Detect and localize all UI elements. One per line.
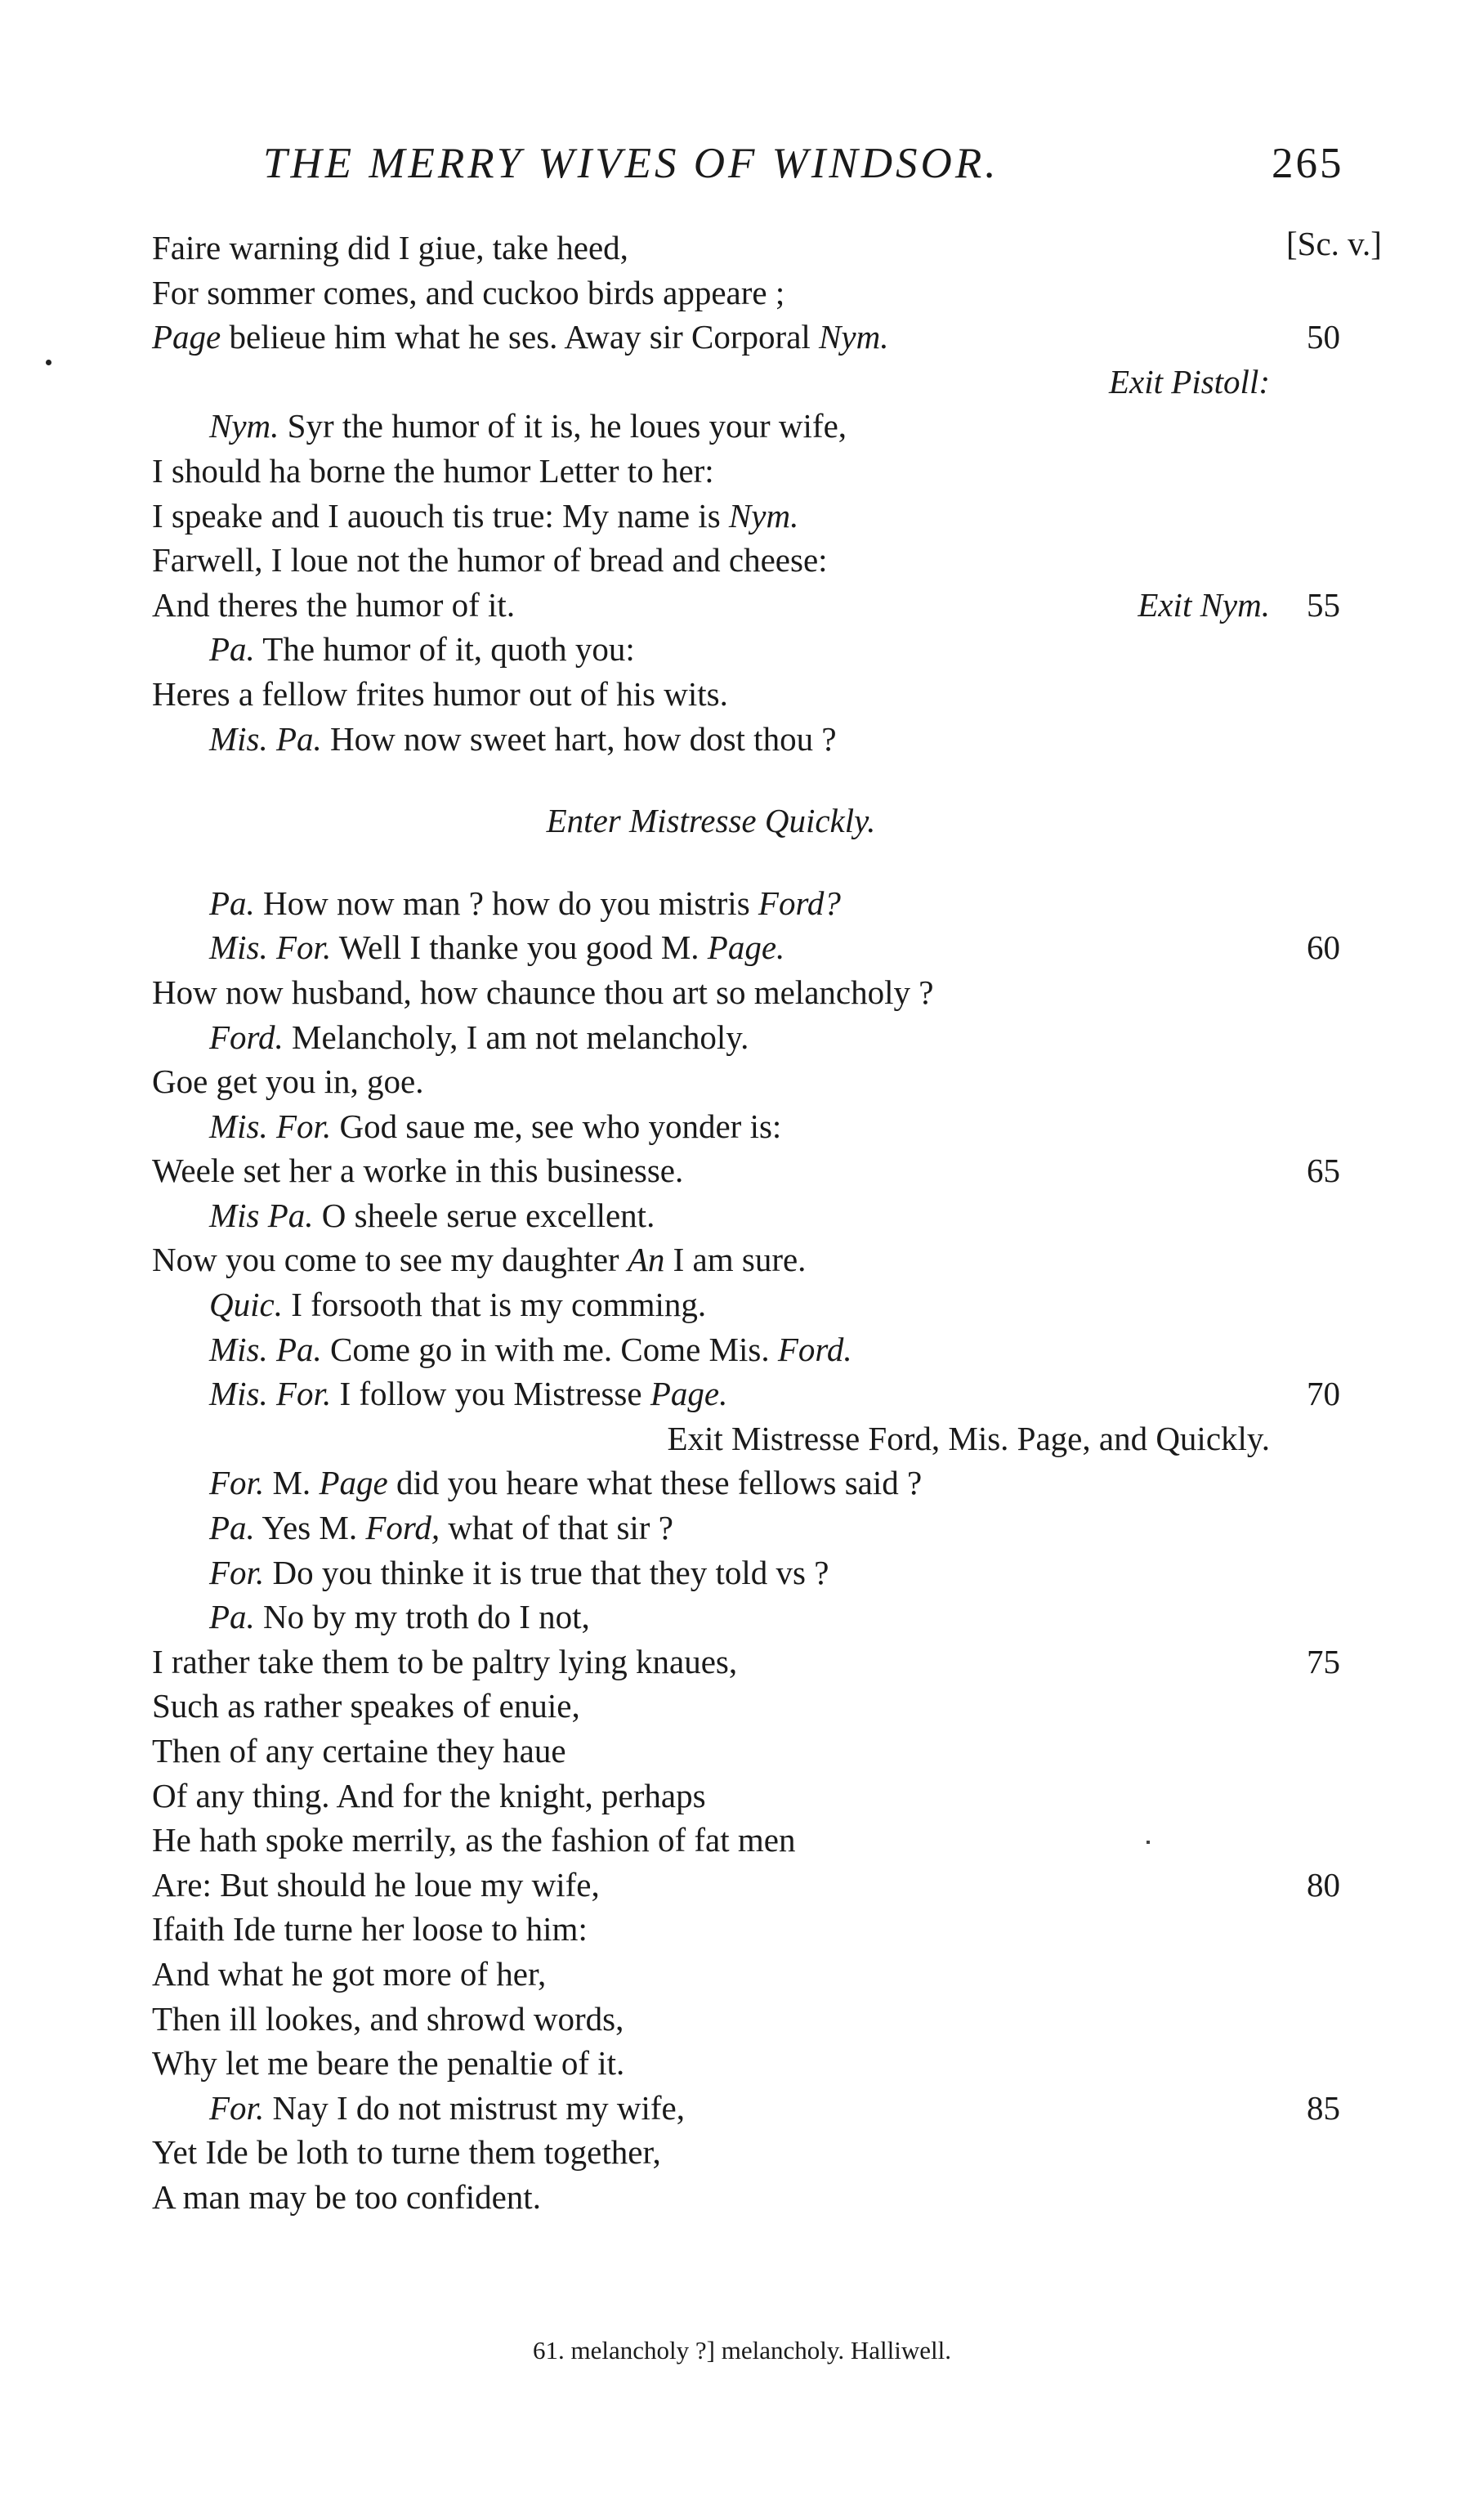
line-text: [152, 1997, 624, 2042]
line-words: Then of any certaine they haue: [152, 1732, 566, 1769]
line-words: Heres a fellow frites humor out of his wits.: [152, 674, 728, 713]
verse-line: [152, 271, 1329, 315]
verse-line: [152, 1907, 1329, 1952]
line-text: [152, 2175, 541, 2220]
verse-line: [152, 1461, 1329, 1506]
line-text: [209, 1327, 852, 1372]
line-number: 85: [1307, 2088, 1340, 2127]
exit-direction: Exit Nym.: [1138, 585, 1270, 624]
line-number: 60: [1307, 928, 1340, 967]
line-words: Goe get you in, goe.: [152, 1063, 424, 1101]
exit-direction: Exit Pistoll:: [1109, 362, 1270, 400]
line-words: How now sweet hart, how dost thou ?: [321, 719, 837, 758]
verse-line: [152, 315, 1340, 360]
line-words: Yes M.: [254, 1509, 366, 1547]
line-text: [152, 970, 933, 1015]
line-words: God saue me, see who yonder is:: [331, 1107, 782, 1145]
line-text: [152, 2130, 661, 2175]
line-text: [152, 494, 798, 539]
verse-line: [152, 2130, 1329, 2175]
line-words: And theres the humor of it.: [152, 585, 516, 624]
line-words: I forsooth that is my comming.: [282, 1286, 707, 1324]
line-text: [209, 717, 837, 762]
line-text: [152, 271, 784, 315]
line-text: [209, 1550, 829, 1595]
line-words: Yet Ide be loth to turne them together,: [152, 2133, 661, 2172]
line-text: [209, 404, 847, 449]
line-words: I am sure.: [664, 1241, 807, 1279]
italic-name: An: [627, 1241, 665, 1279]
line-words: Come go in with me. Come Mis.: [321, 1330, 778, 1368]
italic-name: Nym.: [819, 318, 889, 356]
speaker-name: Pa.: [209, 630, 255, 669]
verse-line: [152, 2041, 1329, 2086]
line-words: I follow you Mistresse: [331, 1375, 650, 1413]
line-words: Are: But should he loue my wife,: [152, 1865, 600, 1904]
verse-line: [152, 1327, 1329, 1372]
line-text: [209, 1193, 655, 1238]
speaker-name: For.: [209, 1553, 265, 1591]
line-words: Now you come to see my daughter: [152, 1241, 628, 1279]
speaker-name: Mis. For.: [209, 1375, 332, 1413]
line-text: [152, 672, 728, 717]
line-words: I rather take them to be paltry lying knaues,: [152, 1642, 738, 1680]
spacer: [152, 843, 1329, 881]
ink-speck: [46, 360, 51, 365]
line-number: 75: [1307, 1642, 1340, 1680]
verse-line: [152, 1640, 1340, 1684]
verse-line: [152, 1550, 1329, 1595]
speaker-name: Pa.: [209, 1598, 255, 1636]
speaker-name: Quic.: [209, 1286, 283, 1324]
italic-name: Ford,: [365, 1509, 440, 1547]
line-words: A man may be too confident.: [152, 2177, 541, 2216]
verse-line: [152, 1863, 1340, 1908]
line-number: 70: [1307, 1375, 1340, 1413]
speaker-name: Pa.: [209, 1509, 255, 1547]
verse-line: [152, 449, 1329, 494]
line-text: [152, 538, 828, 583]
line-text: [152, 1818, 796, 1863]
verse-line: [152, 2086, 1340, 2131]
line-text: [209, 2086, 685, 2131]
line-text: [209, 1595, 590, 1640]
line-words: Then ill lookes, and shrowd words,: [152, 1999, 624, 2038]
line-number: 65: [1307, 1152, 1340, 1190]
footnote: [0, 2336, 1484, 2365]
verse-line: [152, 1729, 1329, 1774]
line-words: Ifaith Ide turne her loose to him:: [152, 1910, 588, 1948]
line-words: belieue him what he ses. Away sir Corporal: [221, 318, 820, 356]
verse-line: [152, 1774, 1329, 1819]
line-words: I speake and I auouch tis true: My name is: [152, 496, 729, 535]
line-text: [209, 1371, 727, 1416]
line-words: How now man ? how do you mistris: [254, 884, 758, 922]
line-words: what of that sir ?: [440, 1509, 673, 1547]
line-text: [152, 1059, 423, 1104]
line-text: [152, 1774, 706, 1819]
italic-name: Page.: [650, 1375, 728, 1413]
line-text: [152, 315, 888, 360]
line-text: [152, 1148, 683, 1193]
line-number: 80: [1307, 1865, 1340, 1904]
line-words: I should ha borne the humor Letter to her:: [152, 451, 714, 490]
italic-name: Ford?: [758, 884, 841, 922]
verse-line: [152, 1952, 1329, 1997]
exit-direction: Exit Mistresse Ford, Mis. Page, and Quickly.: [667, 1419, 1270, 1457]
line-text: [152, 2041, 624, 2086]
line-text: [152, 1684, 580, 1729]
verse-line: [152, 925, 1340, 970]
line-words: Faire warning did I giue, take heed,: [152, 229, 628, 266]
speaker-name: Mis. Pa.: [209, 1330, 322, 1368]
verse-line: [152, 404, 1329, 449]
verse-line: [152, 1506, 1329, 1550]
speaker-name: Mis. For.: [209, 928, 332, 967]
verse-line: [152, 1684, 1329, 1729]
verse-line: [152, 1015, 1329, 1060]
verse-line: [152, 1371, 1340, 1416]
italic-name: Nym.: [728, 496, 799, 535]
italic-name: Page.: [707, 928, 785, 967]
italic-name: Ford.: [777, 1330, 852, 1368]
line-words: Well I thanke you good M.: [331, 928, 708, 967]
speaker-name: Mis. For.: [209, 1107, 332, 1145]
verse-line: [152, 1416, 1329, 1461]
line-text: [209, 925, 784, 970]
line-text: [209, 1104, 781, 1149]
italic-name: Page: [319, 1464, 388, 1502]
verse-line: [152, 627, 1329, 672]
speaker-name: Pa.: [209, 884, 255, 922]
line-words: Farwell, I loue not the humor of bread and cheese:: [152, 541, 828, 579]
line-number: 55: [1307, 585, 1340, 624]
speaker-name: Ford.: [209, 1018, 284, 1056]
speaker-name: For.: [209, 2088, 265, 2127]
line-text: [152, 1863, 600, 1908]
verse-line: [152, 1997, 1329, 2042]
line-words: Melancholy, I am not melancholy.: [283, 1018, 749, 1056]
verse-line: [152, 1104, 1329, 1149]
speaker-name: For.: [209, 1464, 265, 1502]
verse-line: [152, 1818, 1329, 1863]
verse-line: [152, 1148, 1340, 1193]
line-words: Of any thing. And for the knight, perhaps: [152, 1776, 706, 1814]
stage-direction-text: Enter Mistresse Quickly.: [546, 802, 876, 840]
verse-line: [152, 1059, 1329, 1104]
line-words: And what he got more of her,: [152, 1954, 547, 1993]
verse-line: [152, 1595, 1329, 1640]
line-text: [152, 226, 628, 271]
verse-line: [152, 1193, 1329, 1238]
verse-line: [152, 226, 1329, 271]
line-text: [209, 1015, 749, 1060]
page-number: 265: [1272, 140, 1344, 187]
line-words: Do you thinke it is true that they told vs ?: [264, 1553, 829, 1591]
line-words: Nay I do not mistrust my wife,: [264, 2088, 685, 2127]
line-words: Syr the humor of it is, he loues your wife,: [279, 407, 847, 445]
verse-line: [152, 1282, 1329, 1327]
line-words: No by my troth do I not,: [254, 1598, 590, 1636]
stage-direction: [152, 799, 1329, 843]
line-text: [152, 1237, 806, 1282]
speaker-name: Mis Pa.: [209, 1196, 314, 1234]
line-text: [152, 1640, 737, 1684]
line-words: O sheele serue excellent.: [313, 1196, 655, 1234]
verse-line: [152, 583, 1340, 628]
verse-line: [152, 1237, 1329, 1282]
speaker-name: Page: [152, 318, 221, 356]
footnote-text: 61. melancholy ?] melancholy. Halliwell.: [533, 2336, 951, 2365]
line-words: Such as rather speakes of enuie,: [152, 1687, 580, 1725]
line-words: Why let me beare the penaltie of it.: [152, 2044, 625, 2083]
line-words: The humor of it, quoth you:: [254, 630, 635, 669]
verse-line: [152, 881, 1329, 926]
line-text: [209, 627, 635, 672]
running-header: [0, 139, 1484, 204]
speaker-name: Nym.: [209, 407, 279, 445]
line-text: [152, 1729, 566, 1774]
line-number: 50: [1307, 318, 1340, 356]
line-text: [209, 1282, 706, 1327]
line-text: [152, 1907, 588, 1952]
speaker-name: Mis. Pa.: [209, 719, 322, 758]
line-words: How now husband, how chaunce thou art so melancholy ?: [152, 973, 934, 1011]
line-words: For sommer comes, and cuckoo birds appeare ;: [152, 273, 785, 311]
verse-line: [152, 970, 1329, 1015]
running-title: THE MERRY WIVES OF WINDSOR.: [263, 140, 999, 187]
verse-line: [152, 2175, 1329, 2220]
line-words: Weele set her a worke in this businesse.: [152, 1152, 684, 1190]
line-text: [209, 1506, 673, 1550]
line-text: [152, 1952, 546, 1997]
verse-line: [152, 538, 1329, 583]
verse-line: [152, 717, 1329, 762]
line-words: did you heare what these fellows said ?: [387, 1464, 923, 1502]
scene-reference: [Sc. v.]: [1286, 225, 1382, 262]
verse-line: [152, 672, 1329, 717]
line-words: M.: [264, 1464, 320, 1502]
line-words: He hath spoke merrily, as the fashion of fat men: [152, 1821, 796, 1859]
line-text: [209, 881, 841, 926]
verse-line: [152, 494, 1329, 539]
verse-line: [152, 360, 1329, 405]
spacer: [152, 761, 1329, 799]
line-text: [152, 449, 714, 494]
line-text: [209, 1461, 922, 1506]
